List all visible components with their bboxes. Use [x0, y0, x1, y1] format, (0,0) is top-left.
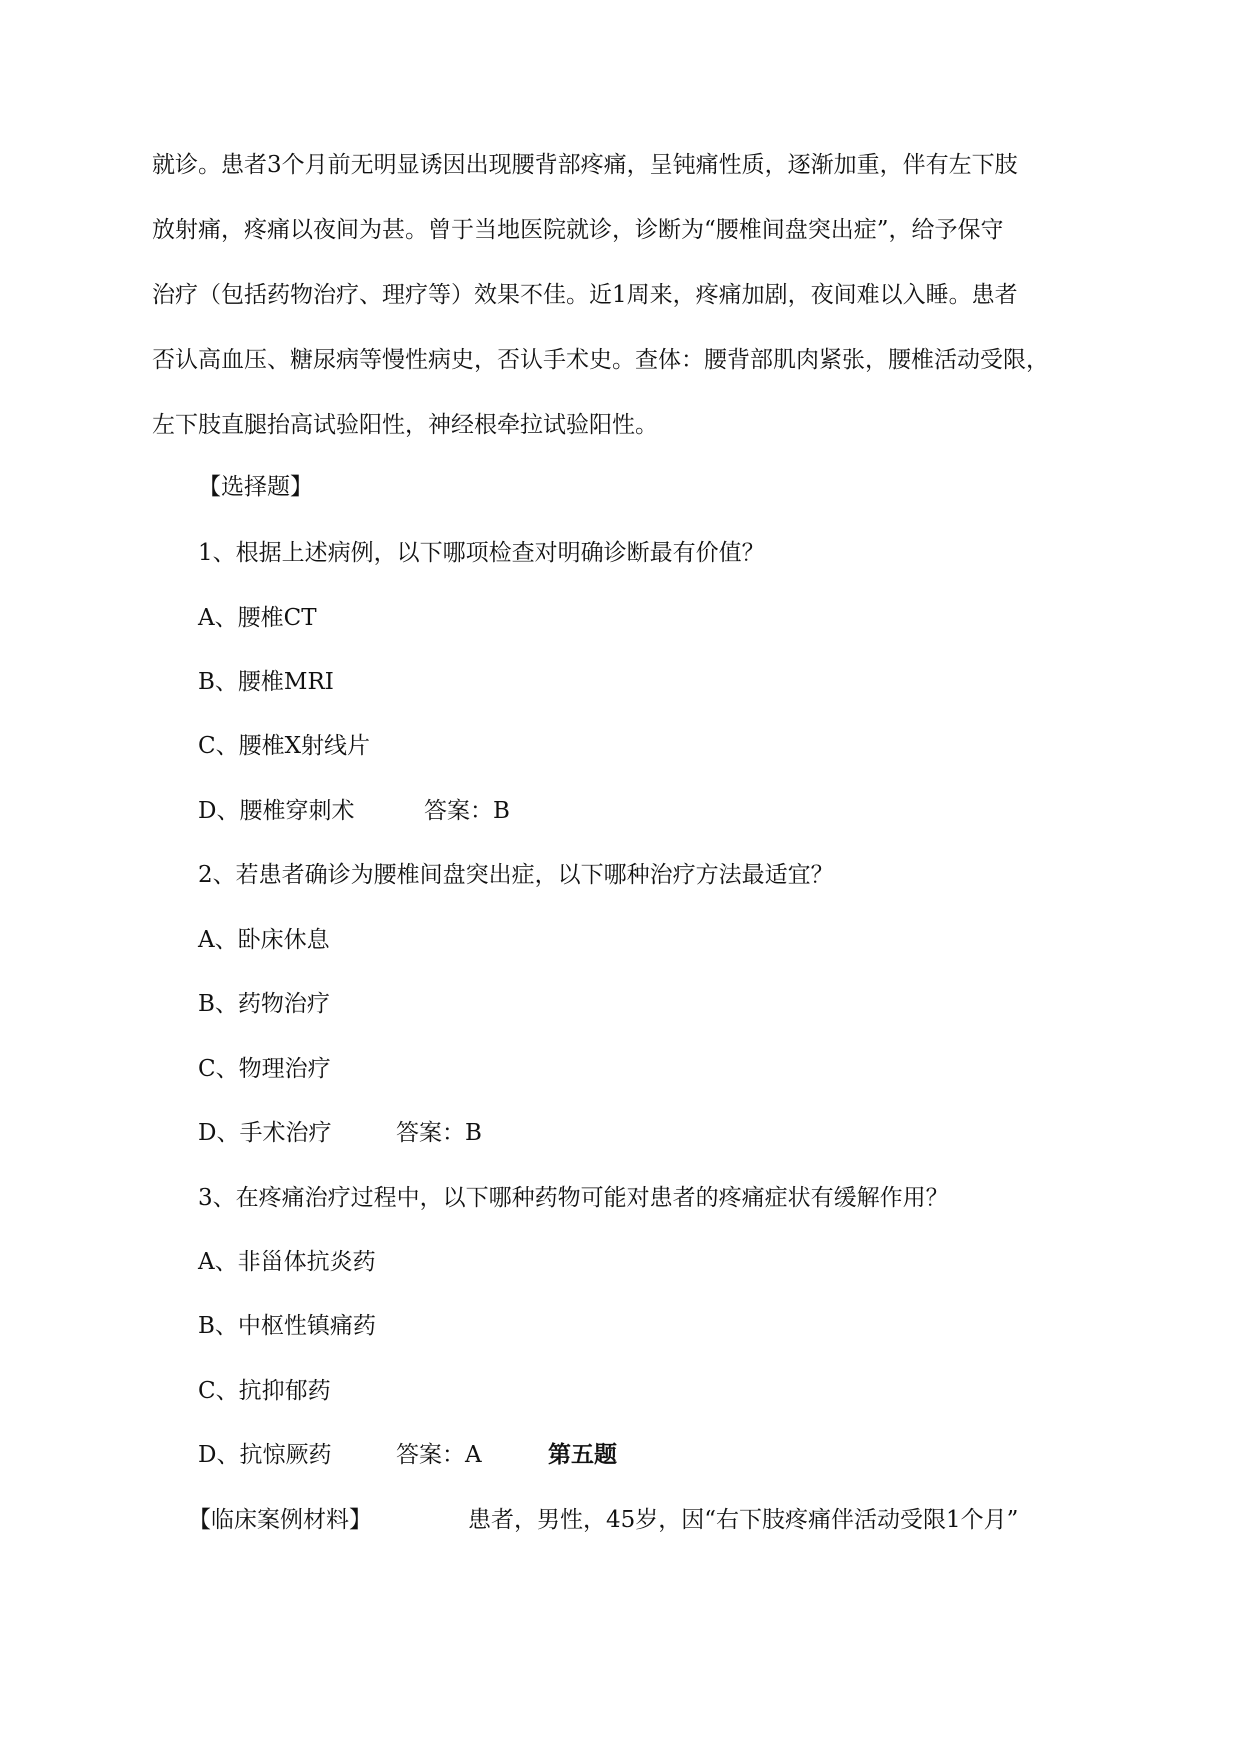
- question-stem: 2、若患者确诊为腰椎间盘突出症，以下哪种治疗方法最适宜？: [198, 862, 834, 888]
- case-line: 放射痛，疼痛以夜间为甚。曾于当地医院就诊，诊断为“腰椎间盘突出症”，给予保守: [152, 217, 1004, 243]
- section-heading: 【选择题】: [198, 474, 313, 500]
- option: A、非甾体抗炎药: [198, 1249, 376, 1275]
- option: B、腰椎MRI: [198, 669, 334, 695]
- question-stem: 1、根据上述病例，以下哪项检查对明确诊断最有价值？: [198, 540, 765, 566]
- case-line: 治疗（包括药物治疗、理疗等）效果不佳。近1周来，疼痛加剧，夜间难以入睡。患者: [152, 282, 1018, 308]
- case-material-label: 【临床案例材料】: [188, 1507, 372, 1533]
- option: B、药物治疗: [198, 991, 330, 1017]
- option: D、抗惊厥药: [198, 1442, 332, 1468]
- option: D、手术治疗: [198, 1120, 332, 1146]
- option: C、抗抑郁药: [198, 1378, 331, 1404]
- option: A、腰椎CT: [198, 605, 317, 631]
- option: A、卧床休息: [198, 927, 330, 953]
- case-paragraph: [152, 133, 1092, 458]
- next-case-text: 患者，男性，45岁，因“右下肢疼痛伴活动受限1个月”: [468, 1507, 1019, 1533]
- answer: 答案：B: [396, 1120, 482, 1146]
- option: B、中枢性镇痛药: [198, 1313, 376, 1339]
- option: C、物理治疗: [198, 1056, 331, 1082]
- option: D、腰椎穿刺术: [198, 798, 355, 824]
- question-stem: 3、在疼痛治疗过程中，以下哪种药物可能对患者的疼痛症状有缓解作用？: [198, 1185, 949, 1211]
- answer: 答案：A: [396, 1442, 482, 1468]
- case-line: 否认高血压、糖尿病等慢性病史，否认手术史。查体：腰背部肌肉紧张，腰椎活动受限，: [152, 347, 1049, 373]
- case-line: 就诊。患者3个月前无明显诱因出现腰背部疼痛，呈钝痛性质，逐渐加重，伴有左下肢: [152, 152, 1018, 178]
- next-question-title: 第五题: [548, 1441, 617, 1468]
- option: C、腰椎X射线片: [198, 733, 370, 759]
- case-line: 左下肢直腿抬高试验阳性，神经根牵拉试验阳性。: [152, 412, 658, 438]
- answer: 答案：B: [424, 798, 510, 824]
